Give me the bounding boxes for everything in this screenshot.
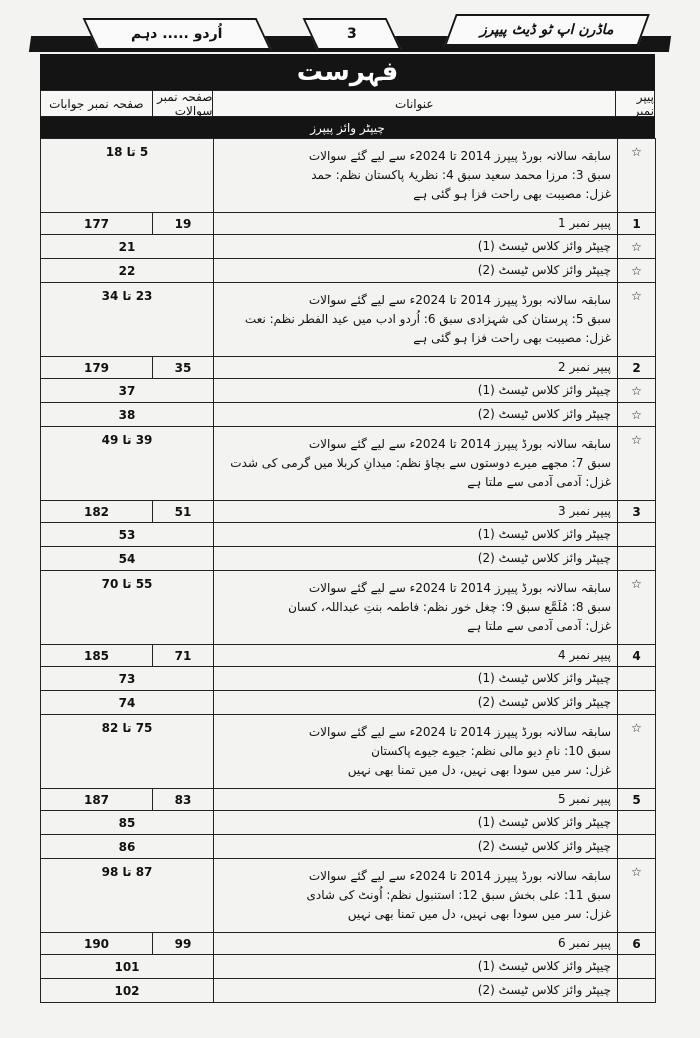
- page-range: 23 تا 34: [41, 283, 214, 357]
- questions-page: 51: [153, 501, 214, 523]
- paper-number: 2: [618, 357, 656, 379]
- paper-number: 6: [618, 933, 656, 955]
- paper-row: [41, 645, 656, 667]
- page-range: 87 تا 98: [41, 859, 214, 933]
- past-papers-row: [41, 283, 656, 357]
- topic-cell: چیپٹر وائز کلاس ٹیسٹ (2): [214, 403, 618, 427]
- star-icon: ☆: [618, 259, 656, 283]
- star-icon: ☆: [618, 571, 656, 645]
- star-icon: ☆: [618, 283, 656, 357]
- paper-number: [618, 835, 656, 859]
- paper-row: [41, 933, 656, 955]
- topic-line: سبق 5: پرستان کی شہزادی سبق 6: اُردو ادب میں عید الفطر نظم: نعت: [244, 312, 611, 326]
- topic-cell: [214, 139, 618, 213]
- topic-cell: [214, 571, 618, 645]
- star-icon: ☆: [618, 379, 656, 403]
- topic-line: غزل: آدمی آدمی سے ملتا ہے: [467, 619, 611, 633]
- topic-cell: پیپر نمبر 2: [214, 357, 618, 379]
- topic-line: سابقہ سالانہ بورڈ پیپرز 2014 تا 2024ء سے لیے گئے سوالات: [308, 293, 611, 307]
- page-range: 86: [41, 835, 214, 859]
- page-range: 53: [41, 523, 214, 547]
- star-icon: ☆: [618, 715, 656, 789]
- page-number-tab: [303, 18, 402, 50]
- answers-page: 187: [41, 789, 153, 811]
- topic-cell: چیپٹر وائز کلاس ٹیسٹ (1): [214, 955, 618, 979]
- star-icon: ☆: [618, 235, 656, 259]
- topic-cell: پیپر نمبر 6: [214, 933, 618, 955]
- topic-line: سابقہ سالانہ بورڈ پیپرز 2014 تا 2024ء سے لیے گئے سوالات: [308, 869, 611, 883]
- page-range: 101: [41, 955, 214, 979]
- page-range: 85: [41, 811, 214, 835]
- paper-number: [618, 667, 656, 691]
- questions-page: 19: [153, 213, 214, 235]
- answers-page: 190: [41, 933, 153, 955]
- paper-number: [618, 811, 656, 835]
- page-range: 73: [41, 667, 214, 691]
- page-range: 39 تا 49: [41, 427, 214, 501]
- paper-number: 5: [618, 789, 656, 811]
- topic-line: سبق 10: نامِ دیو مالی نظم: جیوے جیوے پاکستان: [371, 744, 611, 758]
- header-topics: عنوانات: [213, 91, 616, 116]
- topic-line: غزل: آدمی آدمی سے ملتا ہے: [467, 475, 611, 489]
- topic-cell: چیپٹر وائز کلاس ٹیسٹ (2): [214, 547, 618, 571]
- topic-cell: چیپٹر وائز کلاس ٹیسٹ (2): [214, 691, 618, 715]
- page-range: 102: [41, 979, 214, 1003]
- topic-cell: چیپٹر وائز کلاس ٹیسٹ (1): [214, 811, 618, 835]
- past-papers-row: [41, 139, 656, 213]
- class-test-row: [41, 835, 656, 859]
- subject-tab: [83, 18, 272, 50]
- star-icon: ☆: [618, 403, 656, 427]
- answers-page: 185: [41, 645, 153, 667]
- page-range: 38: [41, 403, 214, 427]
- past-papers-row: [41, 715, 656, 789]
- topic-line: سابقہ سالانہ بورڈ پیپرز 2014 تا 2024ء سے لیے گئے سوالات: [308, 149, 611, 163]
- page-range: 21: [41, 235, 214, 259]
- class-test-row: [41, 259, 656, 283]
- subject-label: اُردو ..... دہم: [131, 26, 223, 42]
- paper-number: 4: [618, 645, 656, 667]
- topic-line: غزل: مصیبت بھی راحت فزا ہو گئی ہے: [413, 187, 611, 201]
- topic-cell: چیپٹر وائز کلاس ٹیسٹ (1): [214, 667, 618, 691]
- topic-line: سبق 8: مُلَمَّع سبق 9: چغل خور نظم: فاطمہ بنتِ عبداللہ، کسان: [288, 600, 611, 614]
- class-test-row: [41, 691, 656, 715]
- class-test-row: [41, 979, 656, 1003]
- paper-number: [618, 691, 656, 715]
- class-test-row: [41, 811, 656, 835]
- topic-cell: [214, 427, 618, 501]
- paper-row: [41, 501, 656, 523]
- brand-tab: [444, 14, 650, 46]
- topic-cell: [214, 283, 618, 357]
- page-number: 3: [347, 26, 357, 42]
- page-range: 37: [41, 379, 214, 403]
- class-test-row: [41, 955, 656, 979]
- page-range: 55 تا 70: [41, 571, 214, 645]
- paper-row: [41, 789, 656, 811]
- paper-row: [41, 357, 656, 379]
- topic-line: سابقہ سالانہ بورڈ پیپرز 2014 تا 2024ء سے لیے گئے سوالات: [308, 725, 611, 739]
- past-papers-row: [41, 427, 656, 501]
- topic-cell: پیپر نمبر 1: [214, 213, 618, 235]
- class-test-row: [41, 379, 656, 403]
- class-test-row: [41, 235, 656, 259]
- past-papers-row: [41, 859, 656, 933]
- star-icon: ☆: [618, 859, 656, 933]
- star-icon: ☆: [618, 139, 656, 213]
- paper-number: [618, 979, 656, 1003]
- answers-page: 179: [41, 357, 153, 379]
- topic-cell: چیپٹر وائز کلاس ٹیسٹ (1): [214, 523, 618, 547]
- topic-line: غزل: مصیبت بھی راحت فزا ہو گئی ہے: [413, 331, 611, 345]
- page-range: 22: [41, 259, 214, 283]
- section-heading: چیپٹر وائز پیپرز: [40, 117, 655, 138]
- page-range: 54: [41, 547, 214, 571]
- page-header: [30, 14, 670, 54]
- topic-cell: چیپٹر وائز کلاس ٹیسٹ (2): [214, 259, 618, 283]
- topic-cell: پیپر نمبر 3: [214, 501, 618, 523]
- topic-line: سبق 3: مرزا محمد سعید سبق 4: نظریۂ پاکستان نظم: حمد: [311, 168, 611, 182]
- topic-line: سبق 11: علی بخش سبق 12: استنبول نظم: اُونٹ کی شادی: [306, 888, 611, 902]
- topic-line: سبق 7: مجھے میرے دوستوں سے بچاؤ نظم: میدانِ کربلا میں گرمی کی شدت: [230, 456, 611, 470]
- paper-number: [618, 547, 656, 571]
- questions-page: 35: [153, 357, 214, 379]
- questions-page: 99: [153, 933, 214, 955]
- paper-number: 1: [618, 213, 656, 235]
- star-icon: ☆: [618, 427, 656, 501]
- topic-cell: [214, 715, 618, 789]
- topic-line: سابقہ سالانہ بورڈ پیپرز 2014 تا 2024ء سے لیے گئے سوالات: [308, 437, 611, 451]
- questions-page: 71: [153, 645, 214, 667]
- class-test-row: [41, 667, 656, 691]
- paper-row: [41, 213, 656, 235]
- header-answers-page: صفحہ نمبر جوابات: [41, 91, 153, 116]
- class-test-row: [41, 403, 656, 427]
- page-range: 74: [41, 691, 214, 715]
- questions-page: 83: [153, 789, 214, 811]
- topic-cell: پیپر نمبر 5: [214, 789, 618, 811]
- class-test-row: [41, 523, 656, 547]
- topic-cell: [214, 859, 618, 933]
- answers-page: 182: [41, 501, 153, 523]
- class-test-row: [41, 547, 656, 571]
- topic-cell: چیپٹر وائز کلاس ٹیسٹ (2): [214, 979, 618, 1003]
- page-range: 75 تا 82: [41, 715, 214, 789]
- paper-number: 3: [618, 501, 656, 523]
- answers-page: 177: [41, 213, 153, 235]
- past-papers-row: [41, 571, 656, 645]
- header-paper-no: پیپر نمبر: [633, 89, 654, 118]
- paper-number: [618, 955, 656, 979]
- topic-cell: چیپٹر وائز کلاس ٹیسٹ (1): [214, 379, 618, 403]
- brand-logo: ماڈرن اپ ٹو ڈیٹ پیپرز: [480, 22, 614, 38]
- page-title: فہرست: [40, 54, 655, 90]
- page-range: 5 تا 18: [41, 139, 214, 213]
- column-headers: [40, 90, 655, 117]
- topic-line: غزل: سر میں سودا بھی نہیں، دل میں تمنا بھی نہیں: [347, 763, 611, 777]
- topic-cell: چیپٹر وائز کلاس ٹیسٹ (1): [214, 235, 618, 259]
- topic-line: غزل: سر میں سودا بھی نہیں، دل میں تمنا بھی نہیں: [347, 907, 611, 921]
- topic-line: سابقہ سالانہ بورڈ پیپرز 2014 تا 2024ء سے لیے گئے سوالات: [308, 581, 611, 595]
- contents-table: [40, 138, 656, 1003]
- paper-number: [618, 523, 656, 547]
- header-questions-page: صفحہ نمبر سوالات: [153, 91, 214, 116]
- topic-cell: چیپٹر وائز کلاس ٹیسٹ (2): [214, 835, 618, 859]
- topic-cell: پیپر نمبر 4: [214, 645, 618, 667]
